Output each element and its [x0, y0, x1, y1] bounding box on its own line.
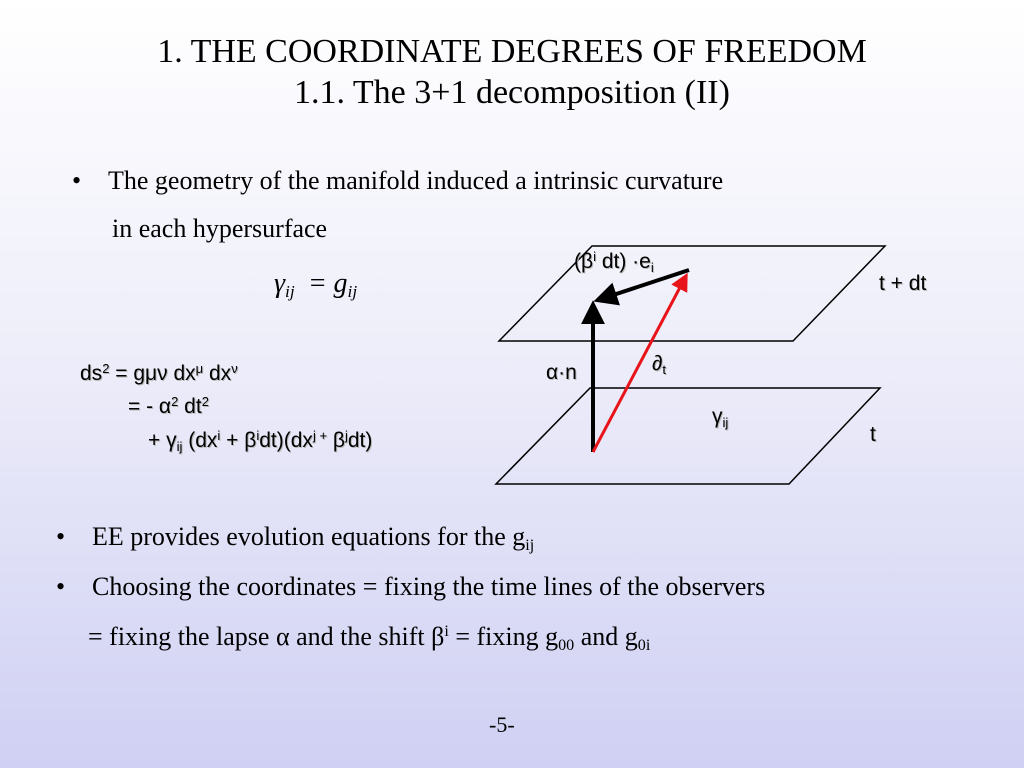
hypersurface-t — [496, 388, 880, 484]
metric-line-3: + $\gamma_{ij}$ $(dx^i + \beta^idt)(dx^{j +}$ $\beta^jdt$) — [148, 428, 373, 455]
page-number: -5- — [489, 712, 515, 737]
bullet-dot: • — [56, 522, 66, 551]
time-vector — [593, 276, 686, 452]
bullet-1-text: The geometry of the manifold induced a intrinsic curvature — [108, 166, 724, 195]
bullet-2: • EE provides evolution equations for the $g_{ij}$ — [56, 522, 535, 554]
bullet-1-continuation: in each hypersurface — [112, 214, 328, 243]
title-line-2: 1.1. The 3+1 decomposition (II) — [294, 73, 730, 111]
bullet-2-text: EE provides evolution equations for the g — [92, 522, 526, 551]
metric-line-1: $ds^2 = g\mu\nu$ $dx^\mu$ $dx^\nu$ — [80, 361, 238, 386]
lapse-label: α·n — [546, 361, 577, 384]
metric-line-2: = - $\alpha^2$ $dt^2$ — [128, 394, 209, 419]
bullet-3-text: Choosing the coordinates = fixing the time lines of the observers — [92, 572, 766, 601]
bullet-dot: • — [72, 166, 82, 195]
bullet-dot: • — [56, 572, 66, 601]
shift-label: ($\beta^i$ $dt) \cdot e_i$ — [574, 249, 654, 276]
title-line-1: 1. THE COORDINATE DEGREES OF FREEDOM — [157, 33, 867, 70]
t-plus-dt-label: t + dt — [879, 272, 927, 295]
t-label: t — [870, 423, 876, 446]
gamma-ij-label: $\gamma_{ij}$ — [712, 405, 729, 430]
bullet-3-continuation: = fixing the lapse α and the shift $\beta^i$ = fixing $g_{00}$ and $g_{0i}$ — [88, 622, 651, 654]
time-derivative-label: $\partial_t$ — [652, 352, 667, 377]
induced-metric-equation: $\gamma_{ij} = g_{ij}$ — [274, 268, 358, 302]
bullet-3 — [56, 572, 765, 602]
hypersurface-t-plus-dt — [499, 246, 885, 341]
